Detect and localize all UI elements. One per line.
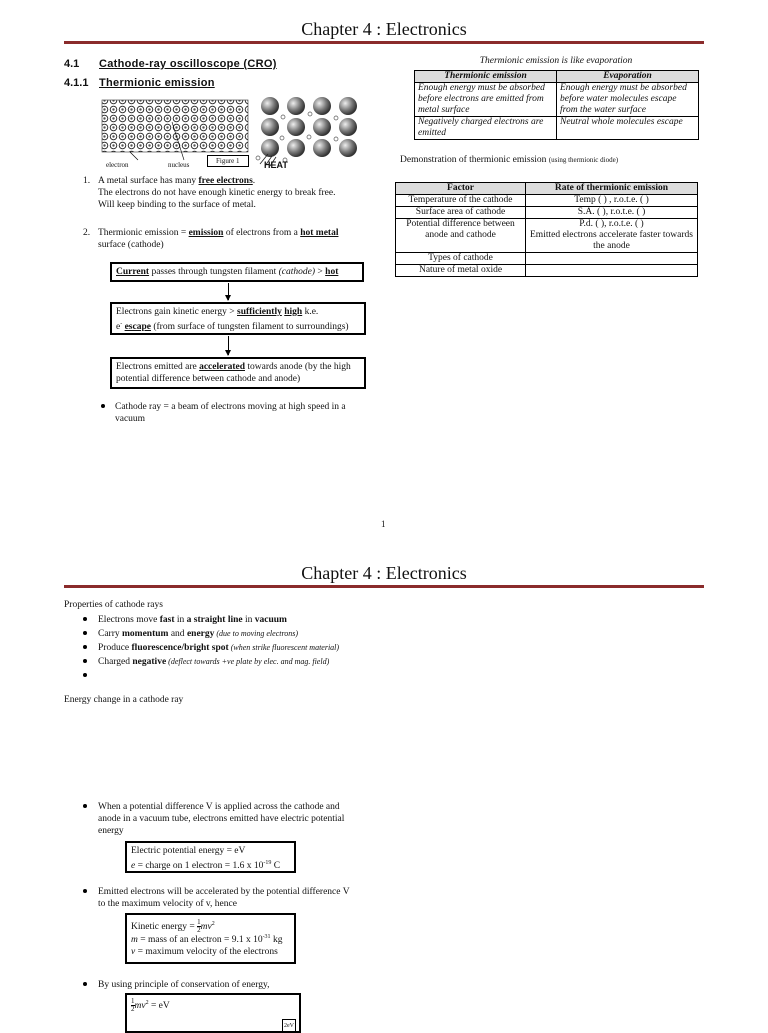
rate-header: Rate of thermionic emission bbox=[526, 183, 698, 195]
item-2-text: Thermionic emission = emission of electrons from a hot metal surface (cathode) bbox=[98, 228, 339, 250]
flow-box-current: Current passes through tungsten filament (cathode) > hot bbox=[110, 262, 364, 282]
page-title: Chapter 4 : Electronics bbox=[301, 19, 467, 39]
rate-cell bbox=[526, 253, 698, 265]
nucleus-label: nucleus bbox=[168, 161, 190, 169]
bullet-dot bbox=[83, 631, 87, 635]
electron-label: electron bbox=[106, 161, 129, 169]
section-title: Cathode-ray oscilloscope (CRO) bbox=[99, 58, 277, 70]
rate-cell: S.A. ( ), r.o.t.e. ( ) bbox=[526, 207, 698, 219]
evap-cell: Enough energy must be absorbed before water molecules escape from the water surface bbox=[557, 83, 699, 117]
bullet-dot bbox=[83, 645, 87, 649]
bullet-dot bbox=[83, 659, 87, 663]
factor-header: Factor bbox=[396, 183, 526, 195]
bullet-dot bbox=[83, 804, 87, 808]
bullet-dot bbox=[83, 889, 87, 893]
property-item: Electrons move fast in a straight line in vacuum bbox=[98, 615, 287, 625]
conservation-box: $\frac{1}{2}$ $mv^2$ = eV 2eV bbox=[125, 993, 301, 1033]
bullet-dot-empty bbox=[83, 673, 87, 677]
property-item: Produce fluorescence/bright spot (when strike fluorescent material) bbox=[98, 643, 340, 653]
energy-heading: Energy change in a cathode ray bbox=[64, 695, 184, 705]
item-1-text: A metal surface has many free electrons. The electrons do not have enough kinetic energy to break free. Will keep binding to the surface of metal. bbox=[98, 176, 336, 210]
factor-cell: Surface area of cathode bbox=[396, 207, 526, 219]
potential-energy-text: When a potential difference V is applied across the cathode and anode in a vacuum tube, electrons emitted have electric potential energy bbox=[98, 802, 345, 836]
evap-table bbox=[414, 70, 699, 140]
cathode-ray-definition: Cathode ray = a beam of electrons moving at high speed in a vacuum bbox=[115, 402, 346, 424]
factor-cell: Potential difference between anode and cathode bbox=[396, 219, 526, 253]
flow-box-accelerated: Electrons emitted are accelerated towards anode (by the high potential difference between cathode and anode) bbox=[110, 357, 366, 389]
item-1-number: 1. bbox=[83, 176, 91, 186]
section-number: 4.1 bbox=[64, 58, 80, 70]
factor-cell: Nature of metal oxide bbox=[396, 265, 526, 277]
subsection-number: 4.1.1 bbox=[64, 77, 89, 89]
rate-cell: P.d. ( ), r.o.t.e. ( ) Emitted electrons accelerate faster towards the anode bbox=[526, 219, 698, 253]
flow-arrow-2 bbox=[228, 336, 229, 355]
page-title: Chapter 4 : Electronics bbox=[301, 563, 467, 583]
factor-cell: Types of cathode bbox=[396, 253, 526, 265]
property-item: Charged negative (deflect towards +ve plate by elec. and mag. field) bbox=[98, 657, 330, 667]
evap-header-thermionic: Thermionic emission bbox=[415, 71, 557, 83]
factor-cell: Temperature of the cathode bbox=[396, 195, 526, 207]
heat-label: HEAT bbox=[264, 160, 288, 170]
page-number: 1 bbox=[381, 519, 386, 529]
flow-arrow-1 bbox=[228, 283, 229, 300]
bullet-dot bbox=[83, 982, 87, 986]
figure-caption: Figure 1 bbox=[207, 155, 249, 167]
evap-cell: Neutral whole molecules escape bbox=[557, 117, 699, 140]
title-rule bbox=[64, 585, 704, 588]
demo-caption: Demonstration of thermionic emission (using thermionic diode) bbox=[400, 155, 619, 165]
flow-box-energy: Electrons gain kinetic energy > sufficiently high k.e. e- escape (from surface of tungsten filament to surroundings) bbox=[110, 302, 366, 335]
conservation-text: By using principle of conservation of energy, bbox=[98, 980, 270, 990]
kinetic-energy-box: Kinetic energy = $\frac{1}{2}$ $mv^2$ m = mass of an electron = 9.1 x $10^{-31}$ kg v = maximum velocity of the electrons bbox=[125, 913, 296, 964]
evap-cell: Negatively charged electrons are emitted bbox=[415, 117, 557, 140]
bullet-dot bbox=[83, 617, 87, 621]
bullet-dot bbox=[101, 404, 105, 408]
property-item: Carry momentum and energy (due to moving electrons) bbox=[98, 629, 299, 639]
item-2-number: 2. bbox=[83, 228, 91, 238]
evap-table-caption: Thermionic emission is like evaporation bbox=[479, 56, 633, 66]
properties-heading: Properties of cathode rays bbox=[64, 600, 163, 610]
rate-cell bbox=[526, 265, 698, 277]
factor-table bbox=[395, 182, 698, 277]
evap-header-evaporation: Evaporation bbox=[557, 71, 699, 83]
title-rule bbox=[64, 41, 704, 44]
subsection-title: Thermionic emission bbox=[99, 77, 215, 89]
kinetic-energy-text: Emitted electrons will be accelerated by the potential difference V to the maximum velocity of v, hence bbox=[98, 887, 350, 909]
rate-cell: Temp ( ) , r.o.t.e. ( ) bbox=[526, 195, 698, 207]
evap-cell: Enough energy must be absorbed before electrons are emitted from metal surface bbox=[415, 83, 557, 117]
conservation-result: 2eV bbox=[282, 1019, 296, 1033]
potential-energy-box: Electric potential energy = eV e = charge on 1 electron = 1.6 x $10^{-19}$ C bbox=[125, 841, 296, 873]
